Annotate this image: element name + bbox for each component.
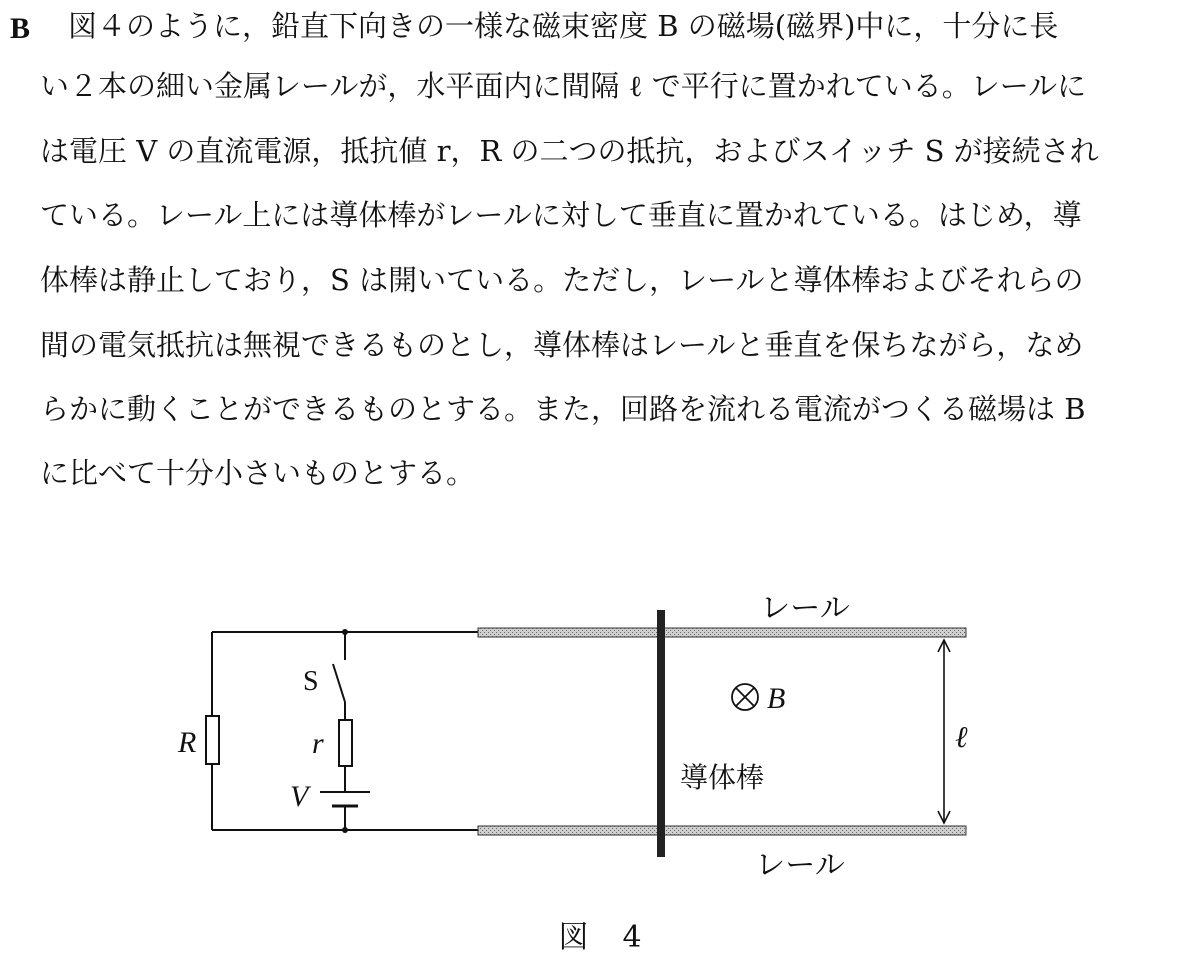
rail-label-top: レール: [760, 591, 850, 626]
rail-top: [478, 628, 966, 637]
figure-caption-number: 4: [622, 920, 642, 955]
problem-line-4: ている。レール上には導体棒がレールに対して垂直に置かれている。はじめ，導: [40, 198, 1082, 232]
resistor-r: [339, 720, 352, 766]
problem-line-2: い２本の細い金属レールが，水平面内に間隔 ℓ で平行に置かれている。レールに: [40, 69, 1087, 103]
resistor-R-label: R: [178, 726, 197, 759]
resistor-R: [206, 716, 219, 764]
problem-line-8: に比べて十分小さいものとする。: [40, 456, 476, 490]
conductor-rod: [657, 610, 665, 857]
battery-V: [320, 792, 370, 806]
figure-caption: [0, 912, 1200, 956]
problem-line-3: は電圧 V の直流電源，抵抗値 r，R の二つの抵抗，およびスイッチ S が接続され: [40, 134, 1099, 168]
problem-line-6: 間の電気抵抗は無視できるものとし，導体棒はレールと垂直を保ちながら，なめ: [40, 328, 1084, 362]
spacing-arrow: [938, 640, 950, 823]
field-into-page-icon: [732, 684, 758, 710]
figure-caption-prefix: 図: [558, 920, 589, 955]
switch-S: [333, 664, 345, 702]
spacing-label: ℓ: [955, 721, 968, 754]
problem-line-5: 体棒は静止しており，S は開いている。ただし，レールと導体棒およびそれらの: [40, 263, 1084, 297]
resistor-r-label: r: [312, 727, 324, 760]
field-label: B: [767, 682, 786, 715]
rail-label-bottom: レール: [755, 848, 845, 883]
switch-label: S: [303, 666, 319, 697]
problem-line-1: 図４のように，鉛直下向きの一様な磁束密度 B の磁場(磁界)中に，十分に長: [68, 9, 1059, 43]
junction-bottom-dot: [342, 827, 348, 833]
junction-top-dot: [342, 629, 348, 635]
problem-line-7: らかに動くことができるものとする。また，回路を流れる電流がつくる磁場は B: [40, 392, 1086, 426]
problem-label: B: [10, 12, 31, 45]
rod-label: 導体棒: [680, 761, 765, 794]
voltage-label: V: [290, 780, 309, 813]
rail-bottom: [478, 826, 966, 835]
